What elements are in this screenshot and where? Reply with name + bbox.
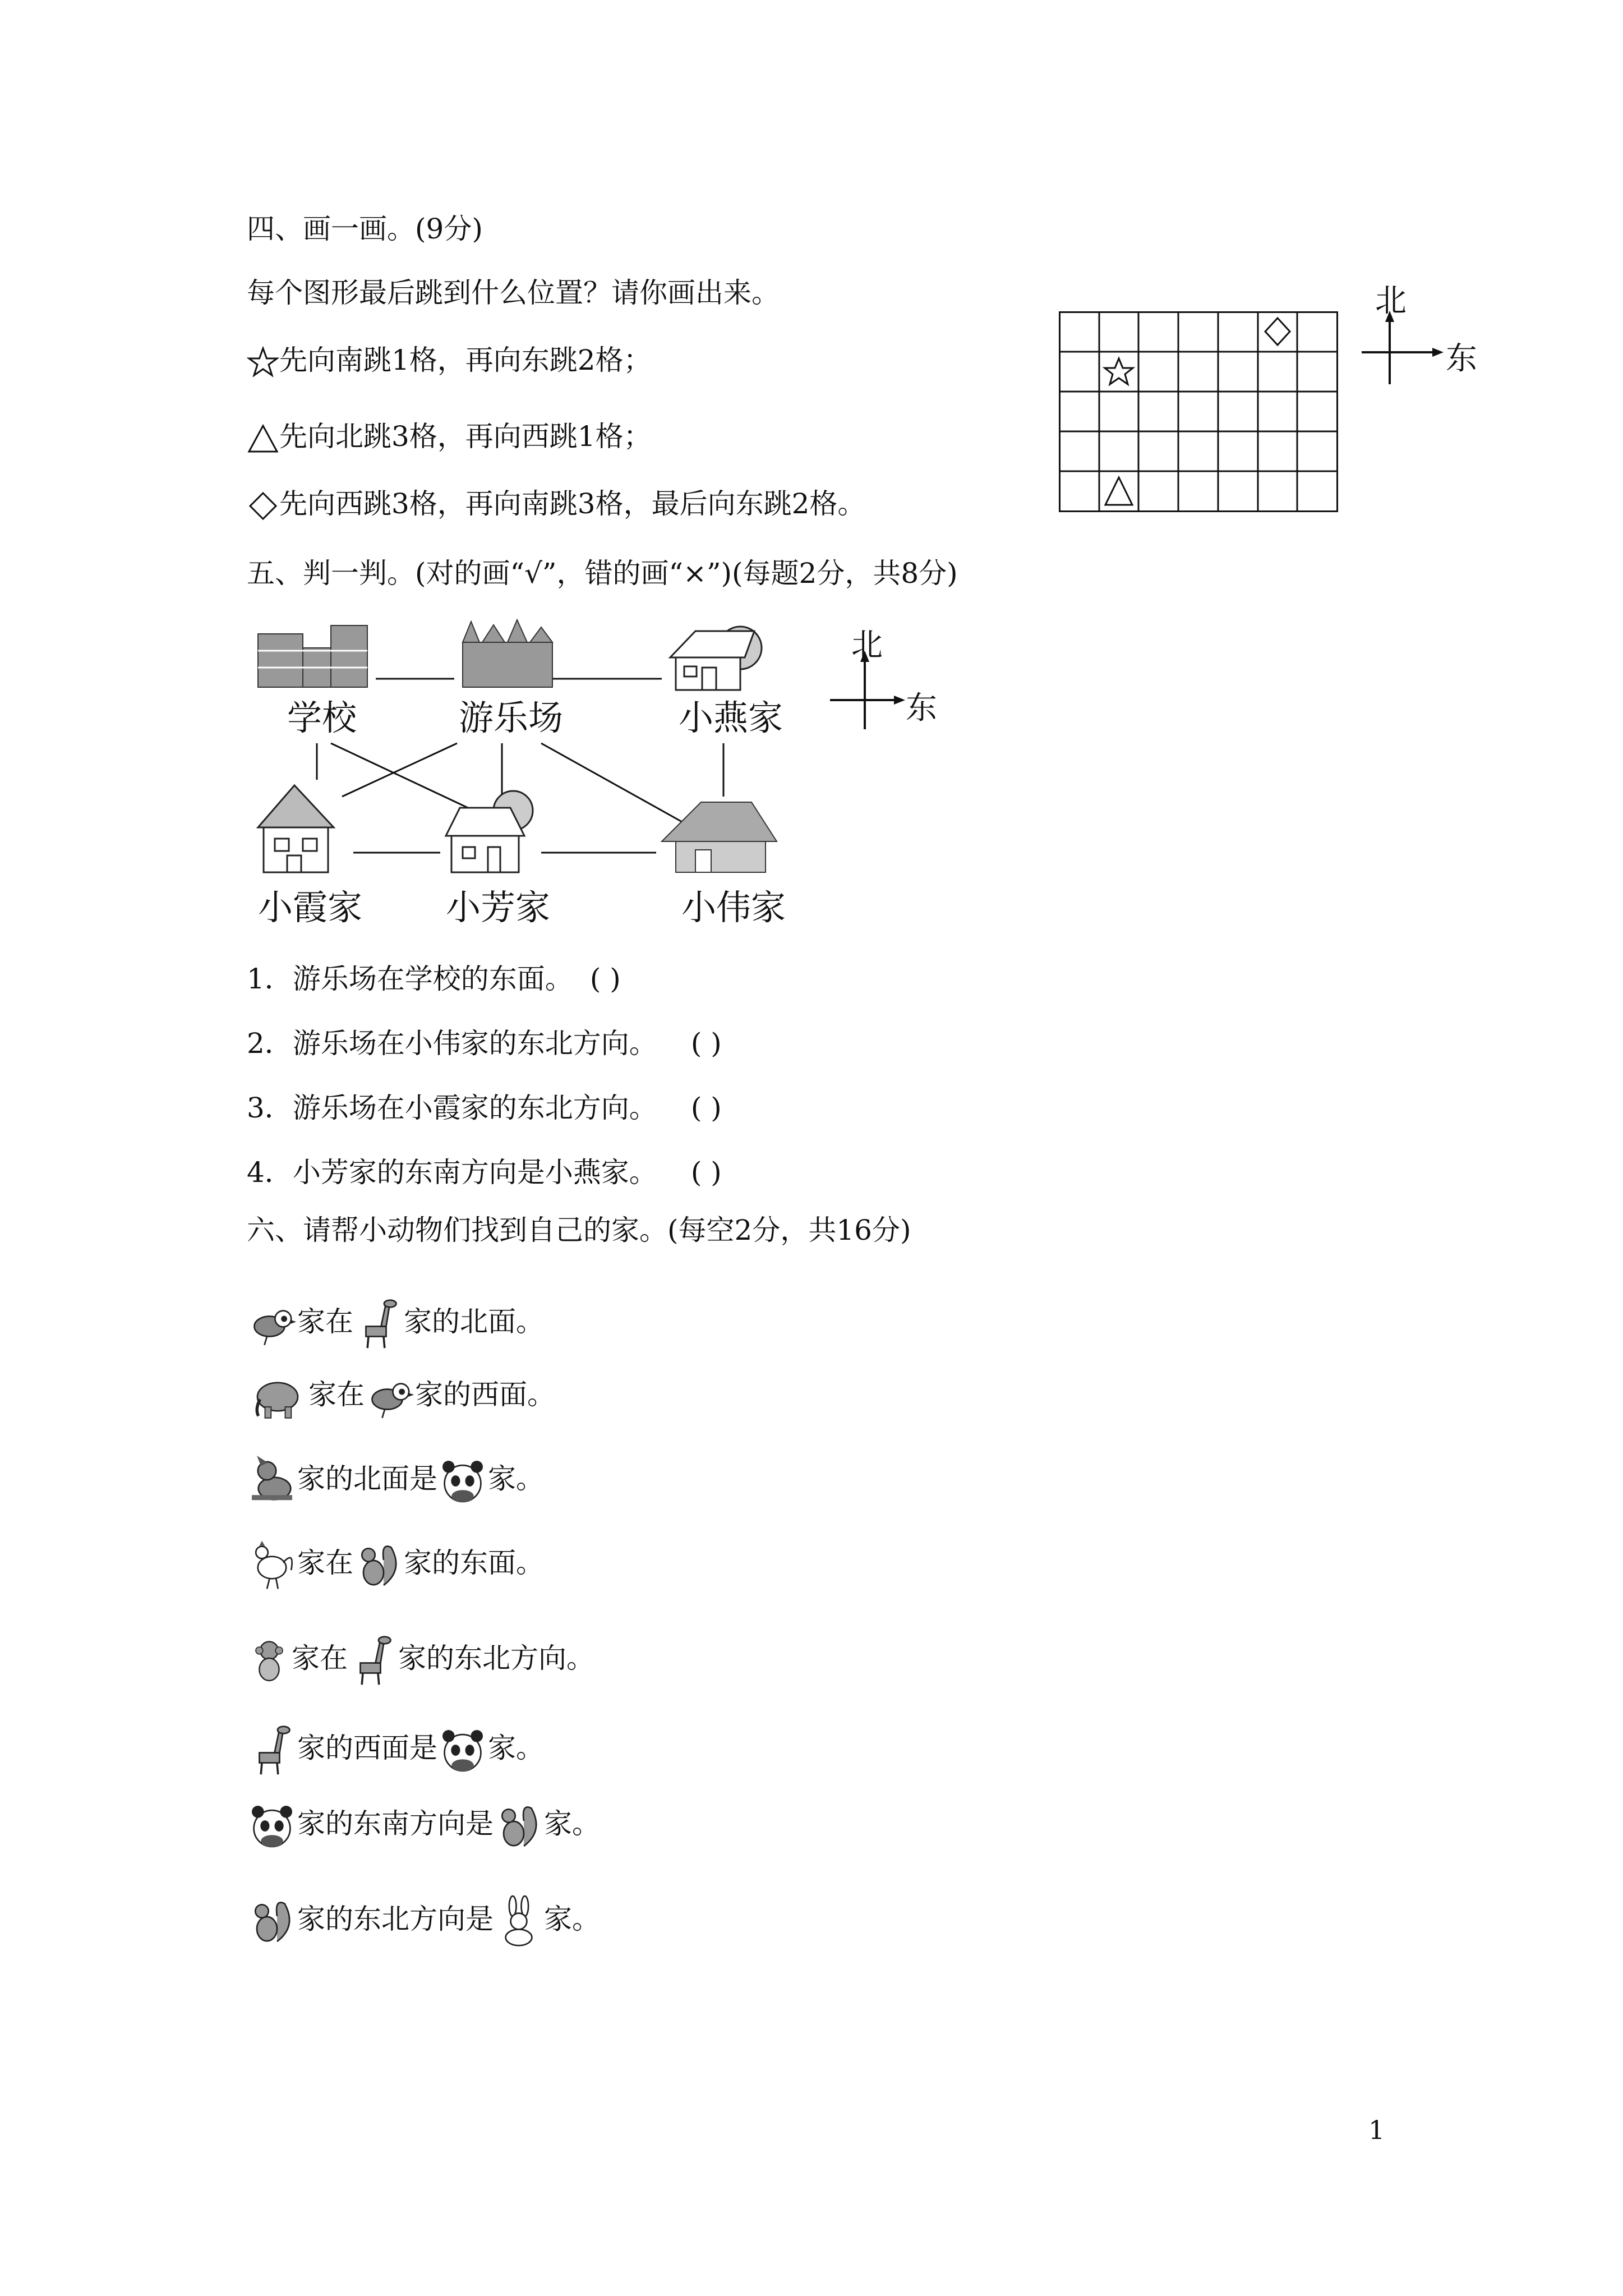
section4-prompt: 每个图形最后跳到什么位置？请你画出来。: [247, 277, 780, 309]
animal-line-mid: 家的西面是: [297, 1732, 437, 1764]
answer-blank[interactable]: ( ): [690, 1027, 722, 1060]
compass-map: [830, 617, 942, 740]
compass-top: [1356, 280, 1479, 393]
map-label-amusement-park: 游乐场: [459, 697, 564, 738]
map-label-xiaoxia-home: 小霞家: [258, 887, 363, 928]
animal-line-end: 家的西面。: [415, 1378, 555, 1411]
diamond-icon: [247, 490, 279, 522]
section5-title: 五、判一判。(对的画“√”，错的画“×”)(每题2分，共8分): [247, 557, 958, 590]
instruction-diamond-text: 先向西跳3格，再向南跳3格，最后向东跳2格。: [279, 487, 866, 520]
question-2: [247, 1027, 722, 1060]
animal-line-5: [247, 1627, 594, 1694]
bird-icon: [365, 1372, 415, 1422]
map-label-xiaoyan-home: 小燕家: [679, 697, 783, 738]
map-line: [331, 743, 474, 811]
question-text: 游乐场在学校的东面。: [292, 963, 573, 995]
instruction-star: [247, 343, 652, 379]
rooster-icon: [247, 1540, 297, 1590]
animal-line-1: [247, 1290, 544, 1358]
instruction-star-text: 先向南跳1格，再向东跳2格；: [279, 344, 652, 376]
animal-line-end: 家的东面。: [404, 1547, 544, 1579]
animal-line-6: [247, 1717, 544, 1784]
animal-line-mid: 家在: [297, 1547, 353, 1579]
rabbit-icon: [494, 1890, 544, 1952]
monkey-icon: [247, 1635, 292, 1686]
question-number: 4．: [247, 1156, 293, 1189]
squirrel-icon: [494, 1801, 544, 1851]
answer-blank[interactable]: ( ): [690, 1156, 722, 1189]
map-line: [541, 743, 687, 825]
animal-line-end: 家。: [544, 1903, 600, 1935]
animal-line-mid: 家在: [297, 1305, 353, 1338]
compass-map-east-label: 东: [906, 690, 937, 726]
map-label-school: 学校: [287, 697, 357, 738]
question-number: 1．: [247, 963, 293, 995]
animal-line-4: [247, 1540, 544, 1590]
squirrel-icon: [247, 1896, 297, 1947]
grid-diamond-icon: [1265, 318, 1290, 345]
question-3: [247, 1091, 722, 1125]
page-number: 1: [1368, 2115, 1385, 2145]
answer-blank[interactable]: ( ): [589, 963, 621, 995]
answer-blank[interactable]: ( ): [690, 1092, 722, 1124]
xiaoxia-house-icon: [258, 785, 334, 872]
animal-line-end: 家的东北方向。: [398, 1642, 594, 1674]
animal-line-mid: 家的北面是: [297, 1462, 437, 1495]
animal-line-mid: 家的东北方向是: [297, 1903, 494, 1935]
triangle-icon: [247, 422, 279, 455]
panda-icon: [437, 1456, 488, 1506]
instruction-triangle: [247, 420, 652, 455]
compass-north-label: 北: [1375, 283, 1407, 319]
direction-map: [247, 617, 948, 931]
map-label-xiaowei-home: 小伟家: [681, 887, 786, 928]
section6-title: 六、请帮小动物们找到自己的家。(每空2分，共16分): [247, 1214, 911, 1246]
animal-line-mid: 家的东南方向是: [297, 1807, 494, 1840]
elephant-icon: [247, 1372, 308, 1422]
question-4: [247, 1156, 722, 1189]
animal-line-end: 家。: [488, 1462, 544, 1495]
xiaowei-house-icon: [662, 802, 777, 872]
school-icon: [258, 625, 367, 687]
animal-line-mid: 家在: [292, 1642, 348, 1674]
animal-line-3: [247, 1456, 544, 1506]
squirrel-icon: [353, 1540, 404, 1590]
map-label-xiaofang-home: 小芳家: [446, 887, 551, 928]
animal-line-7: [247, 1801, 600, 1851]
panda-icon: [437, 1725, 488, 1775]
instruction-diamond: [247, 487, 865, 522]
instruction-triangle-text: 先向北跳3格，再向西跳1格；: [279, 420, 652, 453]
jump-grid: [1059, 311, 1350, 516]
grid-star-icon: [1105, 358, 1133, 384]
question-text: 小芳家的东南方向是小燕家。: [292, 1156, 657, 1189]
question-text: 游乐场在小伟家的东北方向。: [292, 1027, 657, 1060]
panda-icon: [247, 1801, 297, 1851]
animal-line-end: 家。: [488, 1732, 544, 1764]
animal-line-mid: 家在: [308, 1378, 365, 1411]
section4-title: 四、画一画。(9分): [247, 213, 483, 245]
giraffe-icon: [353, 1290, 404, 1358]
question-number: 2．: [247, 1027, 293, 1060]
animal-line-2: [247, 1372, 555, 1422]
xiaoyan-house-icon: [670, 627, 762, 690]
dog-icon: [247, 1456, 297, 1506]
map-line: [342, 743, 457, 797]
question-number: 3．: [247, 1092, 293, 1124]
animal-line-end: 家。: [544, 1807, 600, 1840]
grid-triangle-icon: [1105, 477, 1132, 505]
compass-map-north-label: 北: [851, 627, 883, 664]
giraffe-icon: [348, 1627, 398, 1694]
question-text: 游乐场在小霞家的东北方向。: [292, 1092, 657, 1124]
giraffe-icon: [247, 1717, 297, 1784]
question-1: [247, 962, 621, 996]
compass-east-label: 东: [1446, 341, 1477, 377]
amusement-park-icon: [463, 620, 552, 687]
bird-icon: [247, 1299, 297, 1349]
animal-line-end: 家的北面。: [404, 1305, 544, 1338]
star-icon: [247, 346, 279, 379]
animal-line-8: [247, 1890, 600, 1952]
